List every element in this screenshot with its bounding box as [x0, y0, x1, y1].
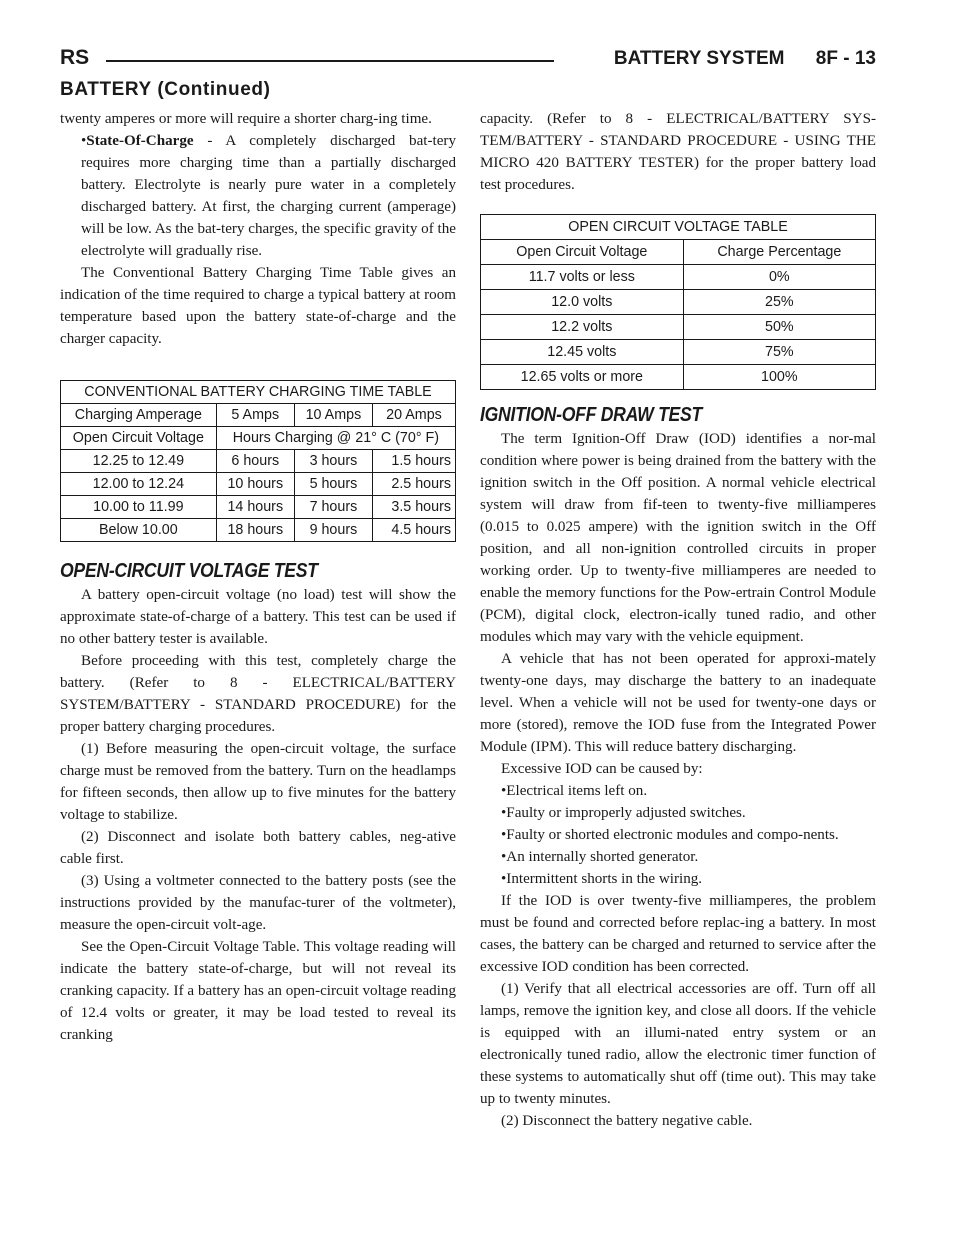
charging-time-table	[60, 380, 456, 542]
ocv-table	[480, 214, 876, 390]
table-cell: 4.5 hours	[372, 519, 455, 542]
paragraph: Excessive IOD can be caused by:	[501, 761, 703, 777]
table-cell: 10 hours	[216, 473, 294, 496]
list-item-text: Intermittent shorts in the wiring.	[506, 871, 703, 887]
col-header-amperage: Charging Amperage	[61, 404, 217, 427]
table-row	[481, 290, 876, 315]
paragraph: (1) Verify that all electrical accessories are off. Turn off all lamps, remove the ignition key, and close all doors. If the vehicle is equipped with an illumi-nated entry system or an electronically tuned radio, allow the electronic timer function of these systems to automatically shut off (time out). This may take up to twenty minutes.	[480, 981, 876, 1107]
header-right	[588, 48, 876, 70]
paragraph: If the IOD is over twenty-five milliamperes, the problem must be found and corrected before replac-ing a battery. In most cases, the battery can be charged and returned to service after the excessive IOD condition has been corrected.	[480, 893, 876, 975]
table-cell: 5 hours	[294, 473, 372, 496]
table-row	[481, 315, 876, 340]
table-cell: 12.2 volts	[481, 315, 684, 340]
paragraph: (2) Disconnect and isolate both battery cables, neg-ative cable first.	[60, 829, 456, 867]
table-row	[61, 450, 456, 473]
table-cell: 12.00 to 12.24	[61, 473, 217, 496]
table-cell: 12.25 to 12.49	[61, 450, 217, 473]
list-item: •Electrical items left on.	[501, 783, 648, 799]
table-cell: 7 hours	[294, 496, 372, 519]
list-item-text: An internally shorted generator.	[506, 849, 699, 865]
heading-iod-test: IGNITION-OFF DRAW TEST	[480, 404, 703, 426]
header-page-number: 8F - 13	[815, 48, 876, 69]
paragraph: (1) Before measuring the open-circuit voltage, the surface charge must be removed from the battery. Turn on the headlamps for fifteen seconds, then allow up to five minutes for the battery voltage to stabilize.	[60, 741, 456, 823]
table-cell: 9 hours	[294, 519, 372, 542]
continued-title: BATTERY (Continued)	[60, 79, 271, 100]
table-cell: 2.5 hours	[372, 473, 455, 496]
col-header-hours: Hours Charging @ 21° C (70° F)	[216, 427, 455, 450]
paragraph: A vehicle that has not been operated for approxi-mately twenty-one days, may discharge the battery to an inadequate level. When a vehicle will not be used for twenty-one days or more (stored), remove the IOD fuse from the Integrated Power Module (IPM). This will reduce battery discharging.	[480, 651, 876, 755]
paragraph: (2) Disconnect the battery negative cable.	[501, 1113, 753, 1129]
col-header-ocv: Open Circuit Voltage	[481, 240, 684, 265]
paragraph: (3) Using a voltmeter connected to the battery posts (see the instructions provided by the manufac-turer of the voltmeter), measure the open-circuit volt-age.	[60, 873, 456, 933]
list-item: •Faulty or improperly adjusted switches.	[501, 805, 746, 821]
list-item-text: Faulty or shorted electronic modules and compo-nents.	[506, 827, 839, 843]
table-cell: 3 hours	[294, 450, 372, 473]
bullet-label: State-Of-Charge	[86, 133, 194, 149]
table-title: OPEN CIRCUIT VOLTAGE TABLE	[481, 215, 876, 240]
table-cell: 75%	[683, 340, 875, 365]
list-item: •Intermittent shorts in the wiring.	[501, 871, 703, 887]
header-rule	[106, 60, 554, 62]
table-row	[61, 473, 456, 496]
list-item: •Faulty or shorted electronic modules and compo-nents.	[501, 827, 839, 843]
table-title: CONVENTIONAL BATTERY CHARGING TIME TABLE	[61, 381, 456, 404]
table-cell: 100%	[683, 365, 875, 390]
paragraph: A battery open-circuit voltage (no load) test will show the approximate state-of-charge of a battery. This test can be used if no other battery tester is available.	[60, 587, 456, 647]
table-cell: 18 hours	[216, 519, 294, 542]
right-column	[480, 108, 876, 1132]
list-item-text: Faulty or improperly adjusted switches.	[506, 805, 746, 821]
bullet-state-of-charge: •State-Of-Charge - A completely discharged bat-tery requires more charging time than a partially discharged battery. Electrolyte is nearly pure water in a completely discharged battery. At first, the charging current (amperage) will be low. As the bat-tery charges, the specific gravity of the electrolyte will gradually rise.	[81, 133, 456, 259]
paragraph: capacity. (Refer to 8 - ELECTRICAL/BATTERY SYS-TEM/BATTERY - STANDARD PROCEDURE - USING THE MICRO 420 BATTERY TESTER) for the proper battery load test procedures.	[480, 111, 876, 193]
list-item-text: Electrical items left on.	[506, 783, 648, 799]
table-cell: 10.00 to 11.99	[61, 496, 217, 519]
table-cell: 1.5 hours	[372, 450, 455, 473]
col-header-5-amps: 5 Amps	[216, 404, 294, 427]
table-cell: 12.45 volts	[481, 340, 684, 365]
header-model-code: RS	[60, 46, 90, 69]
left-column	[60, 108, 456, 1046]
heading-ocv-test: OPEN-CIRCUIT VOLTAGE TEST	[60, 560, 318, 582]
table-row	[61, 519, 456, 542]
paragraph: Before proceeding with this test, completely charge the battery. (Refer to 8 - ELECTRICAL/BATTERY SYSTEM/BATTERY - STANDARD PROCEDURE) for the proper battery charging procedures.	[60, 653, 456, 735]
table-cell: 12.65 volts or more	[481, 365, 684, 390]
paragraph: See the Open-Circuit Voltage Table. This voltage reading will indicate the battery state-of-charge, but will not reveal its cranking capacity. If a battery has an open-circuit voltage reading of 12.4 volts or greater, it may be load tested to reveal its cranking	[60, 939, 456, 1043]
page-header	[60, 46, 876, 72]
paragraph: The term Ignition-Off Draw (IOD) identifies a nor-mal condition where power is being drained from the battery with the ignition switch in the Off position. A normal vehicle electrical system will draw from fif-teen to twenty-five milliamperes (0.015 to 0.025 ampere) with the ignition switch in the Off position, and all non-ignition controlled circuits in proper working order. Up to twenty-five milliamperes are needed to enable the memory functions for the Pow-ertrain Control Module (PCM), digital clock, electron-ically tuned radio, and other modules which may vary with the vehicle equipment.	[480, 431, 876, 645]
table-cell: 6 hours	[216, 450, 294, 473]
table-row	[481, 340, 876, 365]
header-section-title: BATTERY SYSTEM	[613, 48, 785, 69]
bullet-text: - A completely discharged bat-tery requires more charging time than a partially discharged battery. Electrolyte is nearly pure water in a completely discharged battery. At first, the charging current (amperage) will be low. As the bat-tery charges, the specific gravity of the electrolyte will gradually rise.	[81, 133, 456, 259]
table-cell: 14 hours	[216, 496, 294, 519]
col-header-20-amps: 20 Amps	[372, 404, 455, 427]
col-header-percentage: Charge Percentage	[683, 240, 875, 265]
paragraph: The Conventional Battery Charging Time Table gives an indication of the time required to charge a typical battery at room temperature based upon the battery state-of-charge and the charger capacity.	[60, 265, 456, 347]
list-item: •An internally shorted generator.	[501, 849, 699, 865]
table-cell: 12.0 volts	[481, 290, 684, 315]
table-row	[481, 265, 876, 290]
table-row	[61, 496, 456, 519]
table-cell: Below 10.00	[61, 519, 217, 542]
row-header-ocv: Open Circuit Voltage	[61, 427, 217, 450]
table-row	[481, 365, 876, 390]
table-cell: 50%	[683, 315, 875, 340]
table-cell: 25%	[683, 290, 875, 315]
table-cell: 11.7 volts or less	[481, 265, 684, 290]
col-header-10-amps: 10 Amps	[294, 404, 372, 427]
table-cell: 0%	[683, 265, 875, 290]
table-cell: 3.5 hours	[372, 496, 455, 519]
paragraph: twenty amperes or more will require a shorter charg-ing time.	[60, 111, 432, 127]
